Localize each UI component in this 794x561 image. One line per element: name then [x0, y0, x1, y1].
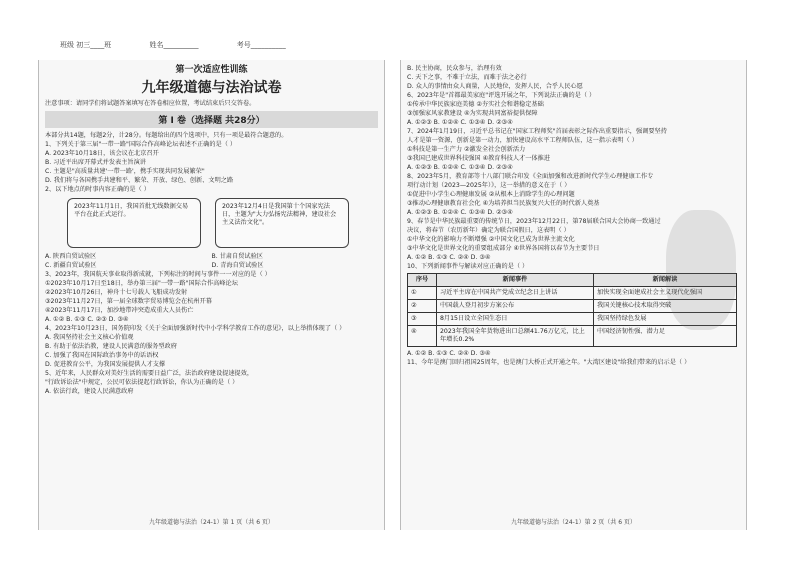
name-label: 姓名__________ — [149, 41, 199, 49]
table-cell: ② — [408, 300, 437, 313]
question-7 — [401, 127, 746, 172]
option: A. 陕西自贸试验区 — [45, 253, 97, 260]
page-2 — [400, 60, 747, 530]
option: A. 依法行政，建设人民满意政府 — [45, 388, 134, 395]
statement: ④2023年11月17日，加沙地带冲突造成重大人员伤亡 — [45, 307, 194, 314]
question-line: 决议，将春节（农历新年）确定为联合国假日，这表明（ ） — [407, 227, 570, 234]
table-header: 新闻解读 — [594, 274, 737, 287]
table-cell: 加快实现全面建成社会主义现代化强国 — [594, 287, 737, 300]
statement: ③中华文化是世界文化的重要组成部分 ④世界各国将以春节为主要节日 — [407, 245, 600, 252]
option: C. 新疆自贸试验区 — [45, 262, 97, 269]
question-4 — [39, 324, 384, 369]
question-line: 10、下列新闻事件与解读对应正确的是（ ） — [407, 263, 529, 270]
option: B. 民主协商，民众参与，治理有效 — [407, 65, 502, 72]
student-info-line — [60, 40, 322, 50]
question-line: 8、2023年5月，教育部等十八部门联合印发《全面加强和改进新时代学生心理健康工作专 — [407, 173, 654, 180]
statement: ①科技是第一生产力 ②激发全社会创新活力 — [407, 146, 526, 153]
question-3 — [39, 270, 384, 324]
table-cell: ④ — [408, 326, 437, 347]
table-header: 序号 — [408, 274, 437, 287]
exam-title: 九年级道德与法治试卷 — [141, 80, 282, 96]
statement: ①中华文化的影响力不断增强 ②中国文化已成为世界主流文化 — [407, 236, 575, 243]
question-line: 项行动计划（2023—2025年）》，这一举措的意义在于（ ） — [407, 182, 571, 189]
question-line: 5、近年来，人民群众对美好生活的需要日益广泛，法治政府建设提速提效， — [45, 370, 254, 377]
table-cell: 我国关键核心技术取得突破 — [594, 300, 737, 313]
question-5 — [39, 369, 384, 396]
statement: ③我国已建成世界科技强国 ④教育科技人才一体推进 — [407, 155, 550, 162]
question-line: "行政诉讼法"中规定，公民可依法提起行政诉讼，你认为正确的是（ ） — [45, 379, 239, 386]
page-1 — [38, 60, 385, 530]
exam-subtitle: 第一次适应性训练 — [175, 65, 248, 75]
table-cell: 2023年我国全年货物进出口总额41.76万亿元，比上年增长0.2% — [437, 326, 594, 347]
option: D. 促进教育公平，为我国发展提供人才支撑 — [45, 361, 166, 368]
option: A. 2023年10月18日，该会议在北京召开 — [45, 150, 159, 157]
statement: ①2023年10月17日至18日，举办第三届"一带一路"国际合作高峰论坛 — [45, 280, 238, 287]
table-cell: 我国坚持绿色发展 — [594, 313, 737, 326]
option: D. 众人的事情由众人商量，人民地位，发挥人民，合乎人民心愿 — [407, 83, 583, 90]
table-cell: 8月15日设立全国生态日 — [437, 313, 594, 326]
scan-smudge — [666, 210, 736, 330]
options-row: A. ①② B. ①③ C. ②④ D. ③④ — [407, 254, 491, 261]
question-line: 1、下列关于第三届"一带一路"国际合作高峰论坛表述不正确的是（ ） — [45, 141, 237, 148]
option: D. 青海自贸试验区 — [211, 262, 264, 269]
class-label: 班级 初三____班 — [60, 41, 112, 49]
options-row: A. ①②③ B. ①②④ C. ①③④ D. ②③④ — [407, 209, 513, 216]
table-cell: ③ — [408, 313, 437, 326]
statement: ③2023年11月27日，第一届全球数字贸易博览会在杭州开幕 — [45, 298, 212, 305]
question-line: 4、2023年10月23日，国务院印发《关于全面加强新时代中小学科学教育工作的意见》，以上举措体现了（ ） — [45, 325, 346, 332]
option: B. 甘肃自贸试验区 — [211, 253, 263, 260]
question-2 — [39, 185, 384, 270]
question-10-options — [401, 349, 746, 358]
question-line: 6、2023年是"首都最美家庭"评选开展之年，下列说法正确的是（ ） — [407, 92, 596, 99]
options-row: A. ①② B. ①③ C. ②③ D. ③④ — [45, 316, 129, 323]
option: C. 加强了我国在国际政治事务中的话语权 — [45, 352, 159, 359]
table-cell: 中国经济韧性强、潜力足 — [594, 326, 737, 347]
page-footer: 九年级道德与法治（24-1）第 2 页（共 6 页） — [511, 519, 636, 526]
statement: ②2023年10月26日，神舟十七号载人飞船成功发射 — [45, 289, 188, 296]
question-line: 人才是第一资源，创新是第一动力，加快建设高水平工程师队伍，这一指示表明（ ） — [407, 137, 638, 144]
page-footer: 九年级道德与法治（24-1）第 1 页（共 6 页） — [149, 519, 274, 526]
question-1 — [39, 140, 384, 185]
exam-number-label: 考号__________ — [236, 41, 286, 49]
statement: ③加强家风家教建设 ④为实现共同富裕提供保障 — [407, 110, 538, 117]
q5-continued — [401, 64, 746, 91]
options-row: A. ①② B. ①③ C. ②④ D. ③④ — [407, 350, 491, 357]
table-header: 新闻事件 — [437, 274, 594, 287]
option: B. 有助于依法治教，建设人民满意的服务型政府 — [45, 343, 177, 350]
option: B. 习近平出席开幕式并发表主旨演讲 — [45, 159, 146, 166]
question-line: 7、2024年1月19日，习近平总书记在"国家工程师奖"首届表彰之际作出重要指示，强调要坚持 — [407, 128, 667, 135]
question-line: 11、今年是澳门回归祖国25周年，也是澳门大桥正式开通之年。"大湾区建设"给我们带来的启示是（ ） — [407, 359, 691, 366]
options-row: A. ①②③ B. ①②④ C. ①③④ D. ②③④ — [407, 119, 513, 126]
question-line: 2、以下地点的时事内容正确的是（ ） — [45, 186, 150, 193]
question-line: 3、2023年，我国航天事业取得新成就，下列标注的时间与事件一一对应的是（ ） — [45, 271, 271, 278]
scroll-card-left: 2023年11月1日，我国首批无线数据交易平台在此正式运行。 — [67, 198, 201, 248]
table-cell: 习近平主席在中国共产党成立纪念日上讲话 — [437, 287, 594, 300]
exam-notice: 注意事项：请同学们将试题答案填写在答卷相应位置，考试结束后只交答卷。 — [45, 100, 256, 107]
statement: ①传承中华民族家庭美德 ②夯实社会和谐稳定基础 — [407, 101, 544, 108]
question-11 — [401, 358, 746, 367]
section-intro: 本部分共14题，每题2分，计28分。每题给出的四个选项中，只有一项是最符合题意的。 — [45, 132, 288, 139]
option: A. 我国坚持社会主义核心价值观 — [45, 334, 134, 341]
statement: ③推动心理健康教育社会化 ④为培养担当民族复兴大任的时代新人奠基 — [407, 200, 600, 207]
option: C. 天下之事，不难于立法，而难于法之必行 — [407, 74, 527, 81]
option: C. 主题是"高质量共建'一带一路'，携手实现共同发展繁荣" — [45, 168, 205, 175]
scroll-card-right: 2023年12月4日是我国第十个国家宪法日，主题为"大力弘扬宪法精神，建设社会主义法治文化"。 — [215, 198, 349, 248]
options-row: A. ①②③ B. ①②④ C. ①③④ D. ②③④ — [407, 164, 513, 171]
section-header: 第 Ⅰ 卷（选择题 共28分） — [45, 111, 378, 128]
statement: ①促进中小学生心理健康发展 ②从根本上消除学生的心理问题 — [407, 191, 575, 198]
question-line: 9、春节是中华民族最重要的传统节日，2023年12月22日，第78届联合国大会协商一致通过 — [407, 218, 661, 225]
table-cell: 中国载人登月初步方案公布 — [437, 300, 594, 313]
table-cell: ① — [408, 287, 437, 300]
option: D. 我们将与各国携手共建和平、繁荣、开放、绿色、创新、文明之路 — [45, 177, 234, 184]
question-6 — [401, 91, 746, 127]
